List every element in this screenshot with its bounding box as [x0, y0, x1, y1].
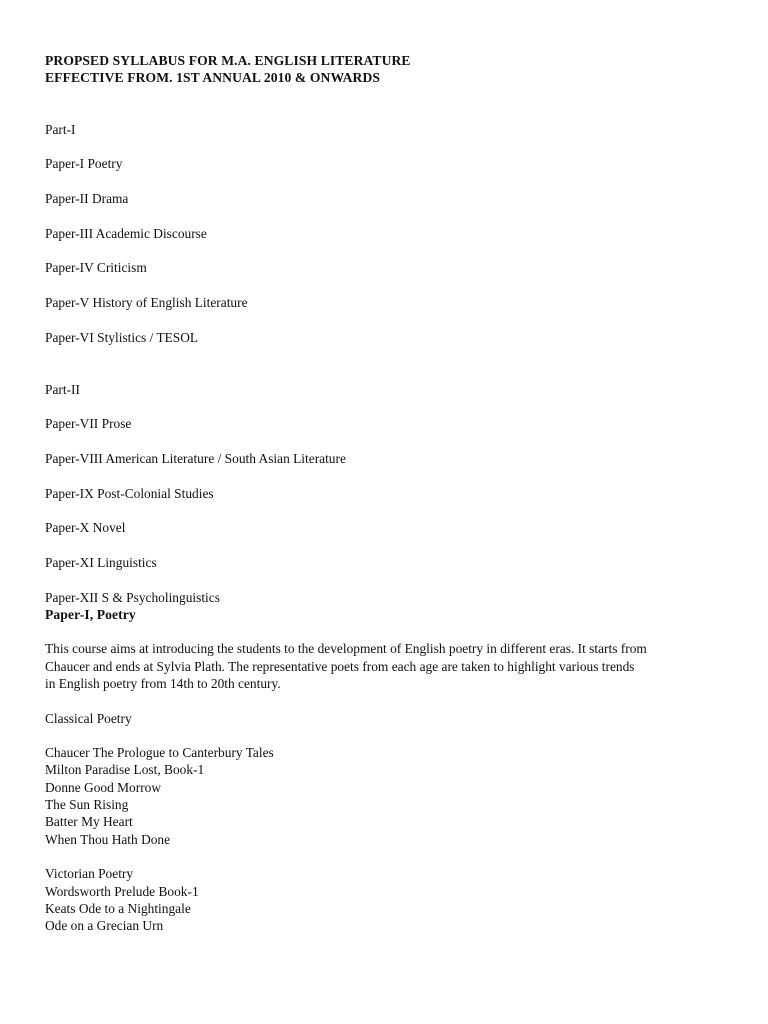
section-heading: Paper-I, Poetry	[45, 607, 136, 622]
paper-list-item: Paper-IX Post-Colonial Studies	[45, 486, 214, 501]
victorian-poetry-label: Victorian Poetry	[45, 866, 134, 881]
poem-list-item: When Thou Hath Done	[45, 832, 171, 847]
paper-list-item: Paper-XII S & Psycholinguistics	[45, 590, 220, 605]
poem-list-item: Batter My Heart	[45, 814, 133, 829]
poem-list-item: Ode on a Grecian Urn	[45, 918, 164, 933]
intro-paragraph-line: Chaucer and ends at Sylvia Plath. The representative poets from each age are taken to highlight various trends	[45, 659, 635, 674]
paper-list-item: Paper-I Poetry	[45, 156, 123, 171]
paper-list-item: Paper-V History of English Literature	[45, 295, 248, 310]
part-1-label: Part-I	[45, 122, 76, 137]
paper-list-item: Paper-II Drama	[45, 191, 129, 206]
intro-paragraph-line: This course aims at introducing the students to the development of English poetry in different eras. It starts from	[45, 641, 647, 656]
document-title-line-2: EFFECTIVE FROM. 1ST ANNUAL 2010 & ONWARDS	[45, 70, 381, 85]
intro-paragraph-line: in English poetry from 14th to 20th century.	[45, 676, 281, 691]
part-2-label: Part-II	[45, 382, 80, 397]
classical-poetry-label: Classical Poetry	[45, 711, 132, 726]
document-title-line-1: PROPSED SYLLABUS FOR M.A. ENGLISH LITERATURE	[45, 53, 411, 68]
poem-list-item: The Sun Rising	[45, 797, 129, 812]
paper-list-item: Paper-IV Criticism	[45, 260, 147, 275]
paper-list-item: Paper-X Novel	[45, 520, 126, 535]
paper-list-item: Paper-VIII American Literature / South Asian Literature	[45, 451, 346, 466]
poem-list-item: Milton Paradise Lost, Book-1	[45, 762, 205, 777]
poem-list-item: Donne Good Morrow	[45, 780, 162, 795]
paper-list-item: Paper-VII Prose	[45, 416, 132, 431]
paper-list-item: Paper-XI Linguistics	[45, 555, 157, 570]
poem-list-item: Keats Ode to a Nightingale	[45, 901, 191, 916]
poem-list-item: Chaucer The Prologue to Canterbury Tales	[45, 745, 274, 760]
poem-list-item: Wordsworth Prelude Book-1	[45, 884, 199, 899]
paper-list-item: Paper-VI Stylistics / TESOL	[45, 330, 199, 345]
paper-list-item: Paper-III Academic Discourse	[45, 226, 207, 241]
